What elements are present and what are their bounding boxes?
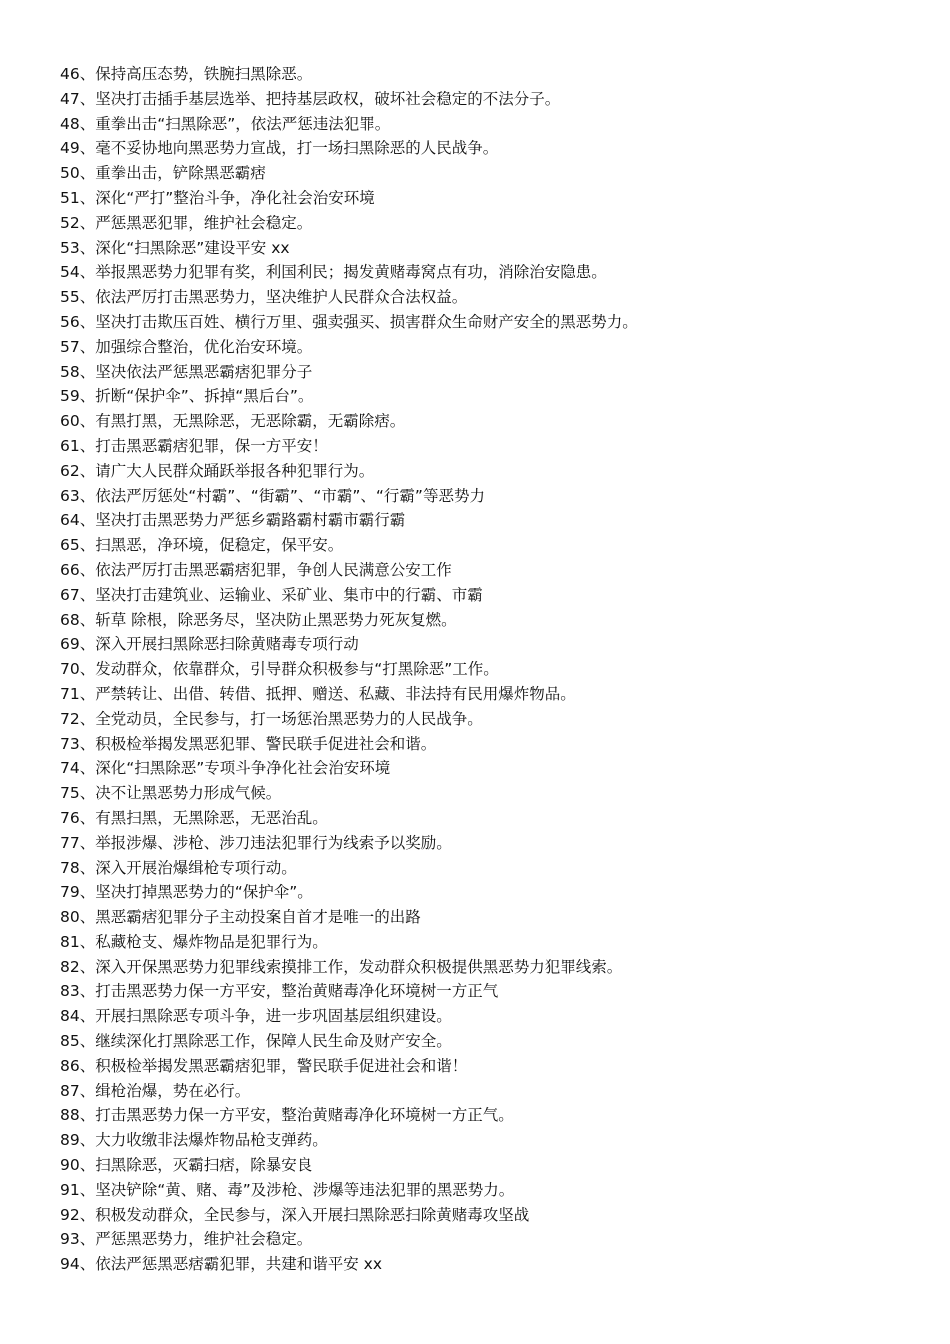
- list-item: 58、坚决依法严惩黑恶霸痞犯罪分子: [60, 362, 313, 381]
- document-page: [60, 62, 920, 1277]
- list-item: 51、深化“严打”整治斗争，净化社会治安环境: [60, 188, 375, 207]
- list-item: 55、依法严厉打击黑恶势力，坚决维护人民群众合法权益。: [60, 288, 468, 307]
- list-item: 78、深入开展治爆缉枪专项行动。: [60, 858, 297, 877]
- list-item: 62、请广大人民群众踊跃举报各种犯罪行为。: [60, 461, 375, 480]
- list-item: 76、有黑扫黑，无黑除恶，无恶治乱。: [60, 808, 328, 827]
- list-item: 86、积极检举揭发黑恶霸痞犯罪，警民联手促进社会和谐！: [60, 1056, 468, 1075]
- list-item: 60、有黑打黑，无黑除恶，无恶除霸，无霸除痞。: [60, 412, 406, 431]
- list-item: 79、坚决打掉黑恶势力的“保护伞”。: [60, 883, 313, 902]
- list-item: 93、严惩黑恶势力，维护社会稳定。: [60, 1230, 313, 1249]
- list-item: 56、坚决打击欺压百姓、横行万里、强卖强买、损害群众生命财产安全的黑恶势力。: [60, 312, 638, 331]
- list-item: 48、重拳出击“扫黑除恶”，依法严惩违法犯罪。: [60, 114, 391, 133]
- list-item: 71、严禁转让、出借、转借、抵押、赠送、私藏、非法持有民用爆炸物品。: [60, 684, 576, 703]
- list-item: 81、私藏枪支、爆炸物品是犯罪行为。: [60, 932, 328, 951]
- list-item: 47、坚决打击插手基层选举、把持基层政权，破坏社会稳定的不法分子。: [60, 89, 561, 108]
- list-item: 75、决不让黑恶势力形成气候。: [60, 784, 282, 803]
- list-item: 85、继续深化打黑除恶工作，保障人民生命及财产安全。: [60, 1032, 452, 1051]
- list-item: 52、严惩黑恶犯罪，维护社会稳定。: [60, 213, 313, 232]
- list-item: 77、举报涉爆、涉枪、涉刀违法犯罪行为线索予以奖励。: [60, 833, 452, 852]
- list-item: 68、斩草 除根，除恶务尽，坚决防止黑恶势力死灰复燃。: [60, 610, 457, 629]
- list-item: 72、全党动员，全民参与，打一场惩治黑恶势力的人民战争。: [60, 709, 483, 728]
- list-item: 94、依法严惩黑恶痞霸犯罪，共建和谐平安 xx: [60, 1255, 382, 1274]
- list-item: 90、扫黑除恶，灭霸扫痞，除暴安良: [60, 1156, 313, 1175]
- list-item: 66、依法严厉打击黑恶霸痞犯罪，争创人民满意公安工作: [60, 560, 452, 579]
- list-item: 61、打击黑恶霸痞犯罪，保一方平安！: [60, 436, 328, 455]
- list-item: 89、大力收缴非法爆炸物品枪支弹药。: [60, 1131, 328, 1150]
- list-item: 65、扫黑恶，净环境，促稳定，保平安。: [60, 536, 344, 555]
- list-item: 53、深化“扫黑除恶”建设平安 xx: [60, 238, 290, 257]
- list-item: 88、打击黑恶势力保一方平安，整治黄赌毒净化环境树一方正气。: [60, 1106, 514, 1125]
- list-item: 67、坚决打击建筑业、运输业、采矿业、集市中的行霸、市霸: [60, 585, 483, 604]
- list-item: 54、举报黑恶势力犯罪有奖，利国利民；揭发黄赌毒窝点有功，消除治安隐患。: [60, 263, 607, 282]
- list-item: 46、保持高压态势，铁腕扫黑除恶。: [60, 65, 313, 83]
- list-item: 82、深入开保黑恶势力犯罪线索摸排工作，发动群众积极提供黑恶势力犯罪线索。: [60, 957, 623, 976]
- list-item: 64、坚决打击黑恶势力严惩乡霸路霸村霸市霸行霸: [60, 511, 406, 530]
- list-item: 92、积极发动群众，全民参与，深入开展扫黑除恶扫除黄赌毒攻坚战: [60, 1205, 530, 1224]
- list-item: 50、重拳出击，铲除黑恶霸痞: [60, 164, 266, 183]
- list-item: 69、深入开展扫黑除恶扫除黄赌毒专项行动: [60, 635, 359, 654]
- list-item: 74、深化“扫黑除恶”专项斗争净化社会治安环境: [60, 759, 391, 778]
- list-item: 57、加强综合整治，优化治安环境。: [60, 337, 313, 356]
- list-item: 73、积极检举揭发黑恶犯罪、警民联手促进社会和谐。: [60, 734, 437, 753]
- list-item: 80、黑恶霸痞犯罪分子主动投案自首才是唯一的出路: [60, 908, 421, 927]
- list-item: 84、开展扫黑除恶专项斗争，进一步巩固基层组织建设。: [60, 1007, 452, 1026]
- list-item: 49、毫不妥协地向黑恶势力宣战，打一场扫黑除恶的人民战争。: [60, 139, 499, 158]
- list-item: 63、依法严厉惩处“村霸”、“街霸”、“市霸”、“行霸”等恶势力: [60, 486, 485, 505]
- list-item: 91、坚决铲除“黄、赌、毒”及涉枪、涉爆等违法犯罪的黑恶势力。: [60, 1180, 515, 1199]
- list-item: 59、折断“保护伞”、拆掉“黑后台”。: [60, 387, 314, 406]
- list-item: 70、发动群众，依靠群众，引导群众积极参与“打黑除恶”工作。: [60, 660, 499, 679]
- list-item: 83、打击黑恶势力保一方平安，整治黄赌毒净化环境树一方正气: [60, 982, 499, 1001]
- list-item: 87、缉枪治爆，势在必行。: [60, 1081, 251, 1100]
